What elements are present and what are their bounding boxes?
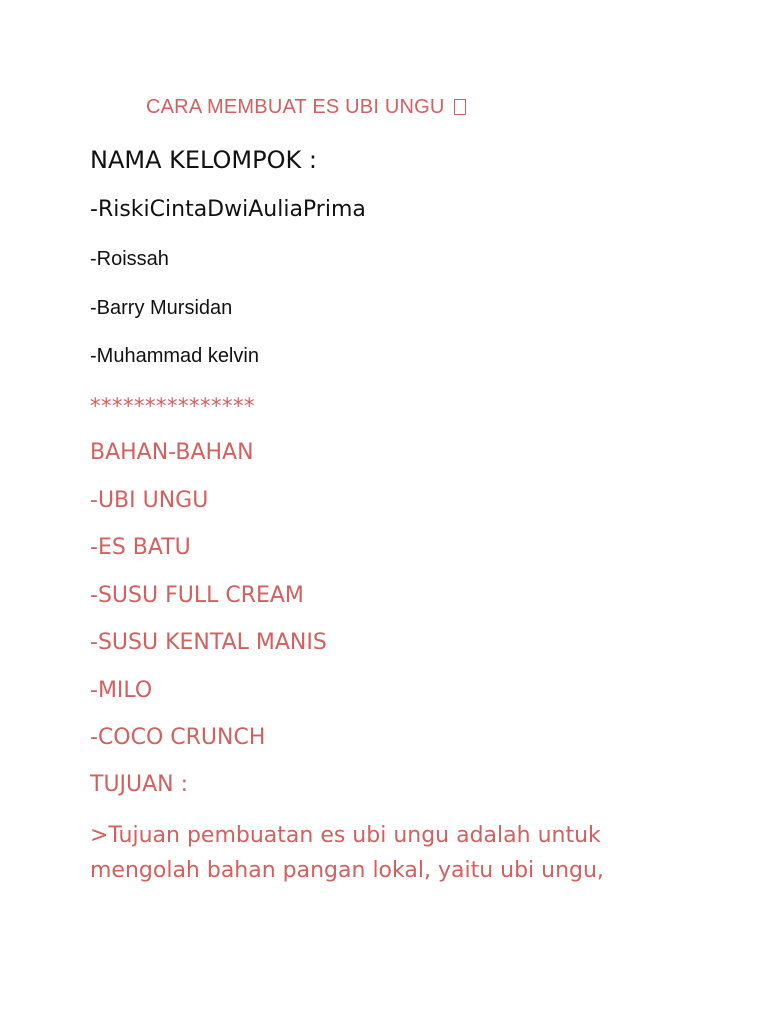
document-title-text: CARA MEMBUAT ES UBI UNGU [146,96,445,118]
purpose-line: mengolah bahan pangan lokal, yaitu ubi ungu, [90,858,604,883]
purpose-line: >Tujuan pembuatan es ubi ungu adalah untuk [90,823,601,848]
missing-glyph-icon [454,99,466,115]
ingredient-item: -UBI UNGU [90,488,209,513]
separator-line: *************** [90,394,255,418]
member-item: -Muhammad kelvin [90,345,259,367]
ingredient-item: -SUSU KENTAL MANIS [90,630,327,655]
purpose-heading: TUJUAN : [90,772,189,797]
ingredient-item: -ES BATU [90,535,191,560]
ingredient-item: -SUSU FULL CREAM [90,583,304,608]
ingredient-item: -COCO CRUNCH [90,725,266,750]
member-item: -RiskiCintaDwiAuliaPrima [90,197,366,222]
group-heading: NAMA KELOMPOK : [90,146,317,174]
ingredient-item: -MILO [90,678,153,703]
member-item: -Roissah [90,248,169,270]
document-title [146,96,466,119]
purpose-paragraph [90,818,700,888]
ingredients-heading: BAHAN-BAHAN [90,440,254,465]
member-item: -Barry Mursidan [90,297,233,319]
